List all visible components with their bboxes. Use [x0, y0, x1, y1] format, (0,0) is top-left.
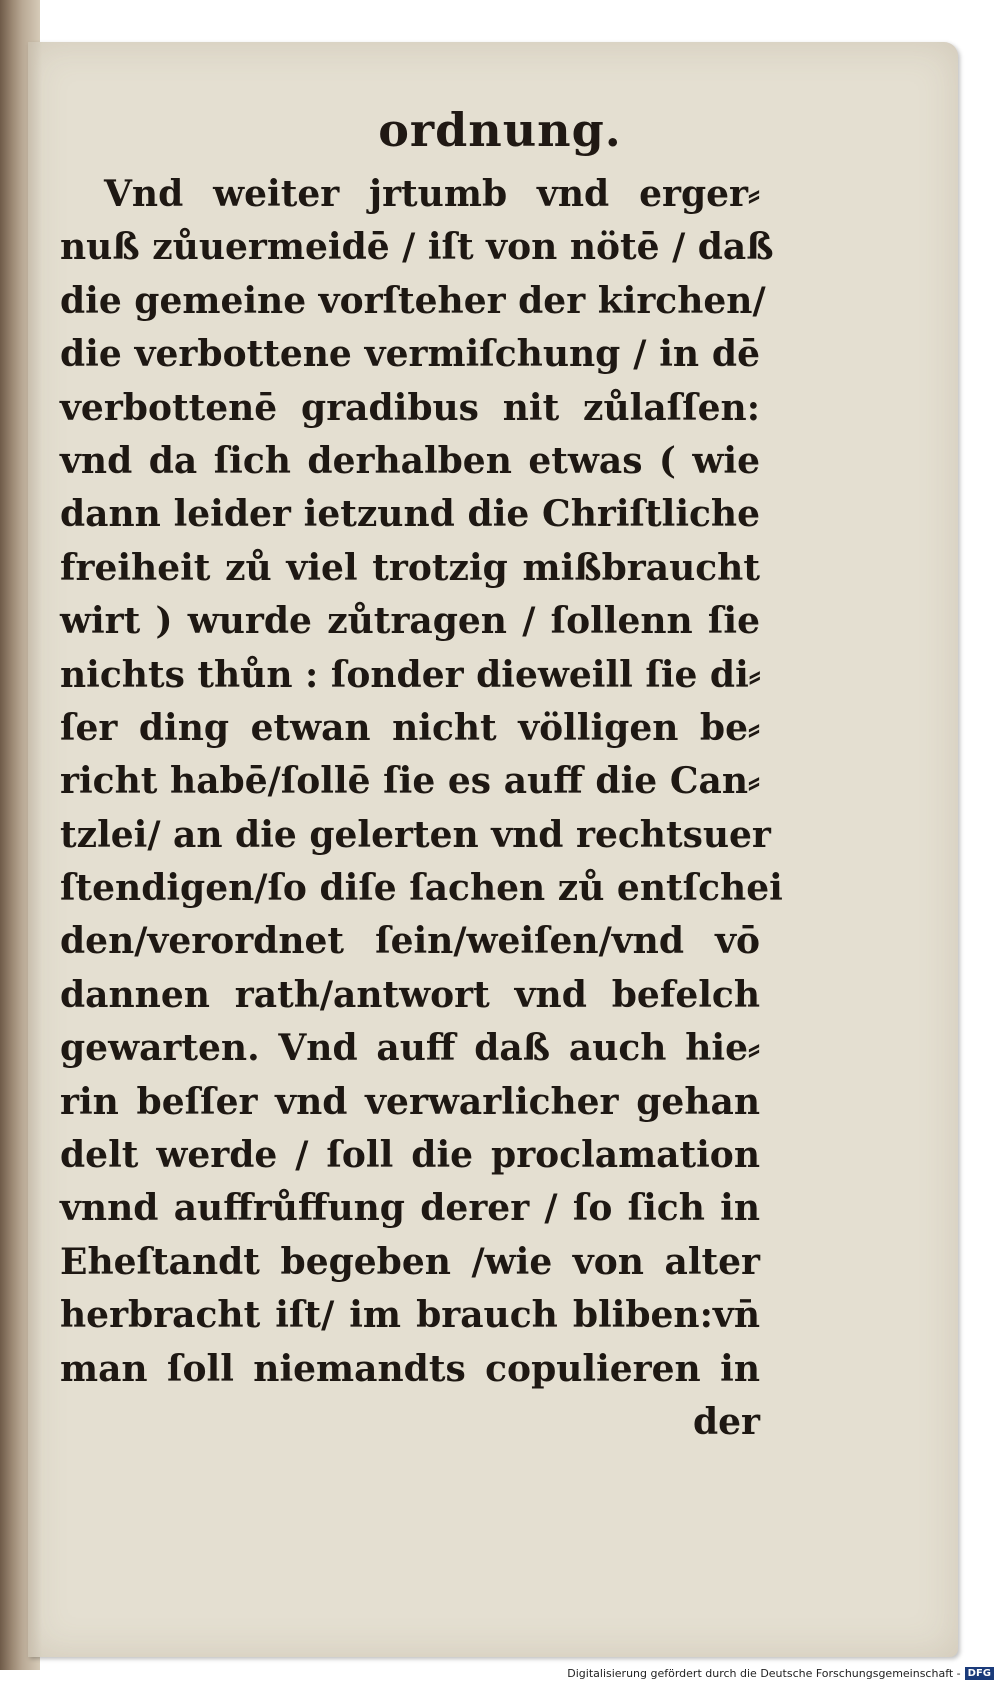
text-line: dannen rath/antwort vnd befelch [60, 973, 760, 1016]
text-line: dann leider ietzund die Chriſtliche [60, 493, 760, 536]
text-line: Eheſtandt begeben /wie von alter [60, 1240, 760, 1283]
text-line: rin beſſer vnd verwarlicher gehan [60, 1080, 760, 1123]
page-gutter-shadow [28, 42, 42, 1657]
text-line: richt habē/ſollē ſie es auff die Can⸗ [60, 760, 760, 803]
text-line: die gemeine vorſteher der kirchen/ [60, 279, 766, 322]
text-line: ſer ding etwan nicht völligen be⸗ [60, 706, 760, 749]
text-line: ſtendigen/ſo diſe ſachen zů entſchei [60, 867, 783, 910]
text-line: man ſoll niemandts copulieren in [60, 1347, 760, 1390]
dfg-logo: DFG [965, 1667, 994, 1680]
text-line: verbottenē gradibus nit zůlaſſen: [60, 386, 760, 429]
text-line: delt werde / ſoll die proclamation [60, 1134, 760, 1177]
text-line: tzlei/ an die gelerten vnd rechtsuer [60, 813, 771, 856]
text-line: wirt ) wurde zůtragen / ſollenn ſie [60, 600, 760, 643]
text-line: Vnd weiter jrtumb vnd erger⸗ [104, 173, 760, 215]
catchword: der [692, 1400, 760, 1443]
text-line: nichts thůn : ſonder dieweill ſie di⸗ [60, 653, 761, 696]
digitization-credit [567, 1667, 994, 1680]
text-line: vnd da ſich derhalben etwas ( wie [60, 439, 760, 482]
text-line: die verbottene vermiſchung / in dē [60, 333, 760, 376]
text-line: freiheit zů viel trotzig mißbraucht [60, 546, 760, 589]
running-header: ordnung. [378, 103, 622, 157]
credit-text: Digitalisierung gefördert durch die Deutsche Forschungsgemeinschaft - [567, 1667, 961, 1680]
text-line: herbracht iſt/ im brauch bliben:vn̄ [60, 1294, 760, 1337]
text-line: nuß zůuermeidē / iſt von nötē / daß [60, 226, 774, 269]
text-line: den/verordnet ſein/weiſen/vnd vō [60, 920, 760, 963]
text-line: gewarten. Vnd auff daß auch hie⸗ [60, 1027, 760, 1070]
text-line: vnnd auffrůffung derer / ſo ſich in [60, 1187, 760, 1230]
body-text [60, 168, 783, 1449]
